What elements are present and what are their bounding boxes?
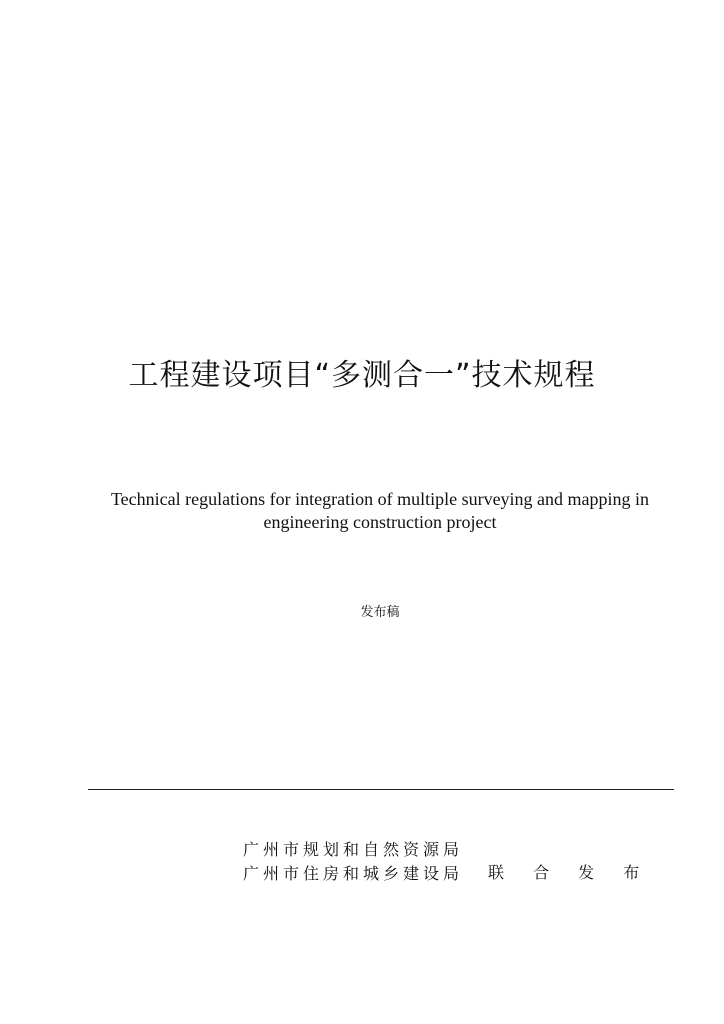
- publisher-name: 广州市规划和自然资源局: [243, 840, 464, 859]
- divider-line: [88, 789, 674, 790]
- english-title-line-2: engineering construction project: [263, 512, 497, 532]
- publisher-name: 广州市住房和城乡建设局: [243, 864, 464, 883]
- draft-status-label: 发布稿: [360, 605, 400, 620]
- document-title-chinese: 工程建设项目“多测合一”技术规程: [128, 358, 596, 393]
- english-title-line-1: Technical regulations for integration of multiple surveying and mapping in: [110, 489, 650, 509]
- document-title-english: [80, 488, 680, 534]
- joint-release-label: 联 合 发 布: [488, 863, 652, 882]
